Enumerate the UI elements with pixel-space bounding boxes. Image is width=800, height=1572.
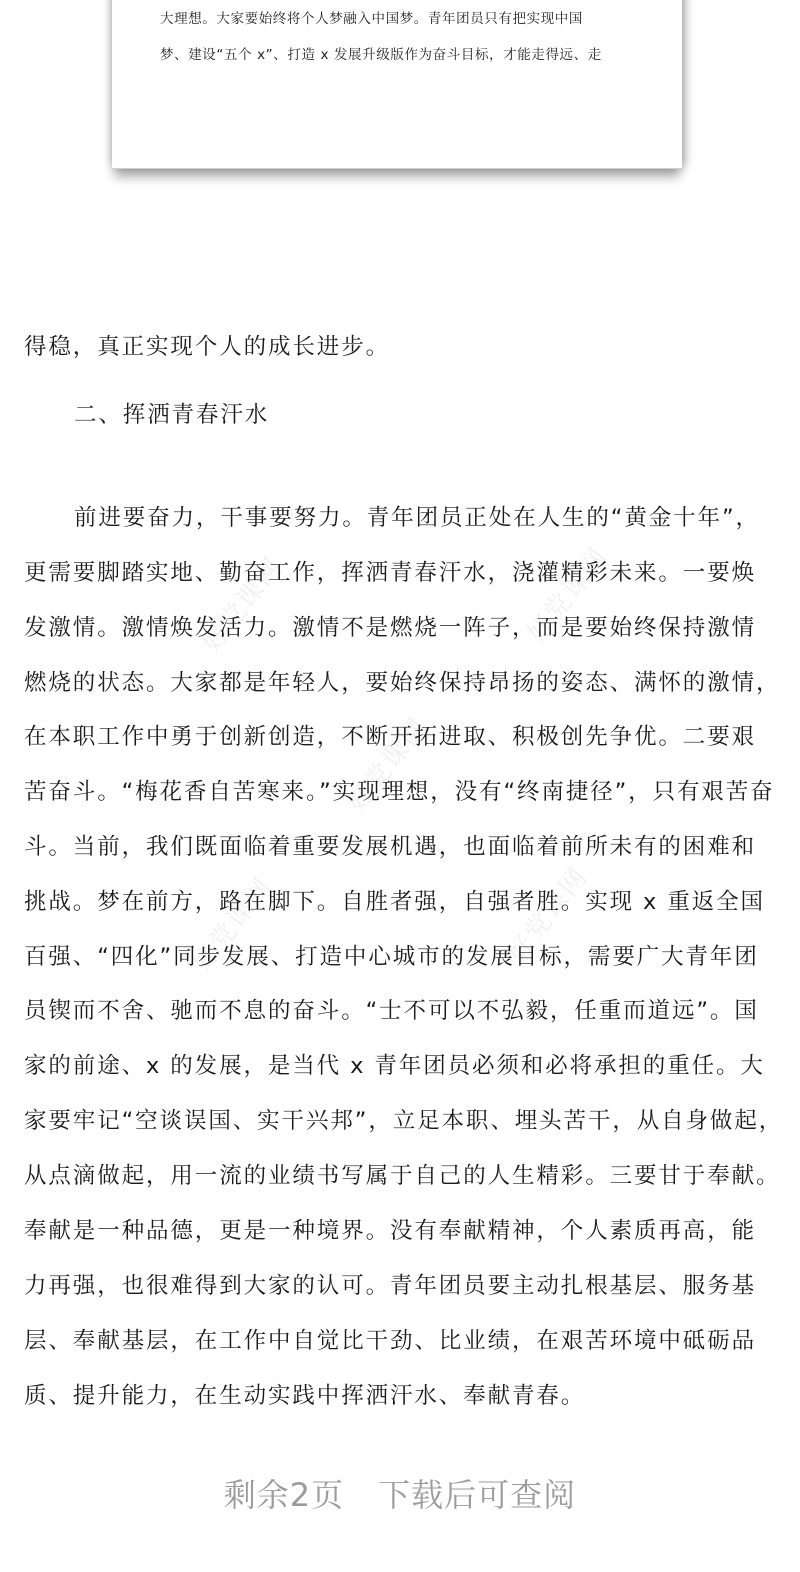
paragraph-line: 前进要奋力，干事要努力。青年团员正处在人生的“黄金十年”，	[74, 505, 760, 531]
watermark: 好党课网	[501, 861, 595, 969]
preview-line-1: 大理想。大家要始终将个人梦融入中国梦。青年团员只有把实现中国	[160, 11, 583, 27]
preview-line-2: 梦、建设“五个 x”、打造 x 发展升级版作为奋斗目标，才能走得远、走	[160, 47, 602, 63]
paragraph-line: 家的前途、x 的发展，是当代 x 青年团员必须和必将承担的重任。大	[24, 1053, 765, 1079]
watermark: 好党课网	[521, 541, 615, 649]
section-heading: 二、挥洒青春汗水	[74, 402, 270, 428]
paragraph-line: 发激情。激情焕发活力。激情不是燃烧一阵子，而是要始终保持激情	[24, 615, 757, 641]
paragraph-line: 从点滴做起，用一流的业绩书写属于自己的人生精彩。三要甘于奉献。	[24, 1163, 781, 1189]
paragraph-line: 得稳，真正实现个人的成长进步。	[24, 334, 391, 360]
paragraph-line: 苦奋斗。“梅花香自苦寒来。”实现理想，没有“终南捷径”，只有艰苦奋	[24, 779, 775, 805]
paragraph-line: 百强、“四化”同步发展、打造中心城市的发展目标，需要广大青年团	[24, 944, 759, 970]
paragraph-line: 员锲而不舍、驰而不息的奋斗。“士不可以不弘毅，任重而道远”。国	[24, 998, 759, 1024]
paragraph-line: 在本职工作中勇于创新创造，不断开拓进取、积极创先争优。二要艰	[24, 724, 757, 750]
paragraph-line: 燃烧的状态。大家都是年轻人，要始终保持昂扬的姿态、满怀的激情，	[24, 670, 781, 696]
paragraph-line: 层、奉献基层，在工作中自觉比干劲、比业绩，在艰苦环境中砥砺品	[24, 1328, 757, 1354]
watermark: 好党课网	[186, 871, 280, 979]
download-hint-label: 下载后可查阅	[378, 1476, 577, 1514]
paragraph-line: 奉献是一种品德，更是一种境界。没有奉献精神，个人素质再高，能	[24, 1218, 757, 1244]
paragraph-line: 斗。当前，我们既面临着重要发展机遇，也面临着前所未有的困难和	[24, 834, 757, 860]
remaining-pages-prompt[interactable]	[0, 1470, 800, 1516]
paragraph-line: 家要牢记“空谈误国、实干兴邦”，立足本职、埋头苦干，从自身做起，	[24, 1108, 784, 1134]
preview-page-card	[112, 0, 682, 169]
paragraph-line: 更需要脚踏实地、勤奋工作，挥洒青春汗水，浇灌精彩未来。一要焕	[24, 560, 757, 586]
paragraph-line: 力再强，也很难得到大家的认可。青年团员要主动扎根基层、服务基	[24, 1273, 757, 1299]
paragraph-line: 挑战。梦在前方，路在脚下。自胜者强，自强者胜。实现 x 重返全国	[24, 889, 765, 915]
watermark: 好党课网	[341, 711, 435, 819]
watermark: 好党课网	[196, 551, 290, 659]
paragraph-line: 质、提升能力，在生动实践中挥洒汗水、奉献青春。	[24, 1383, 586, 1409]
remaining-pages-label: 剩余2页	[223, 1476, 345, 1514]
